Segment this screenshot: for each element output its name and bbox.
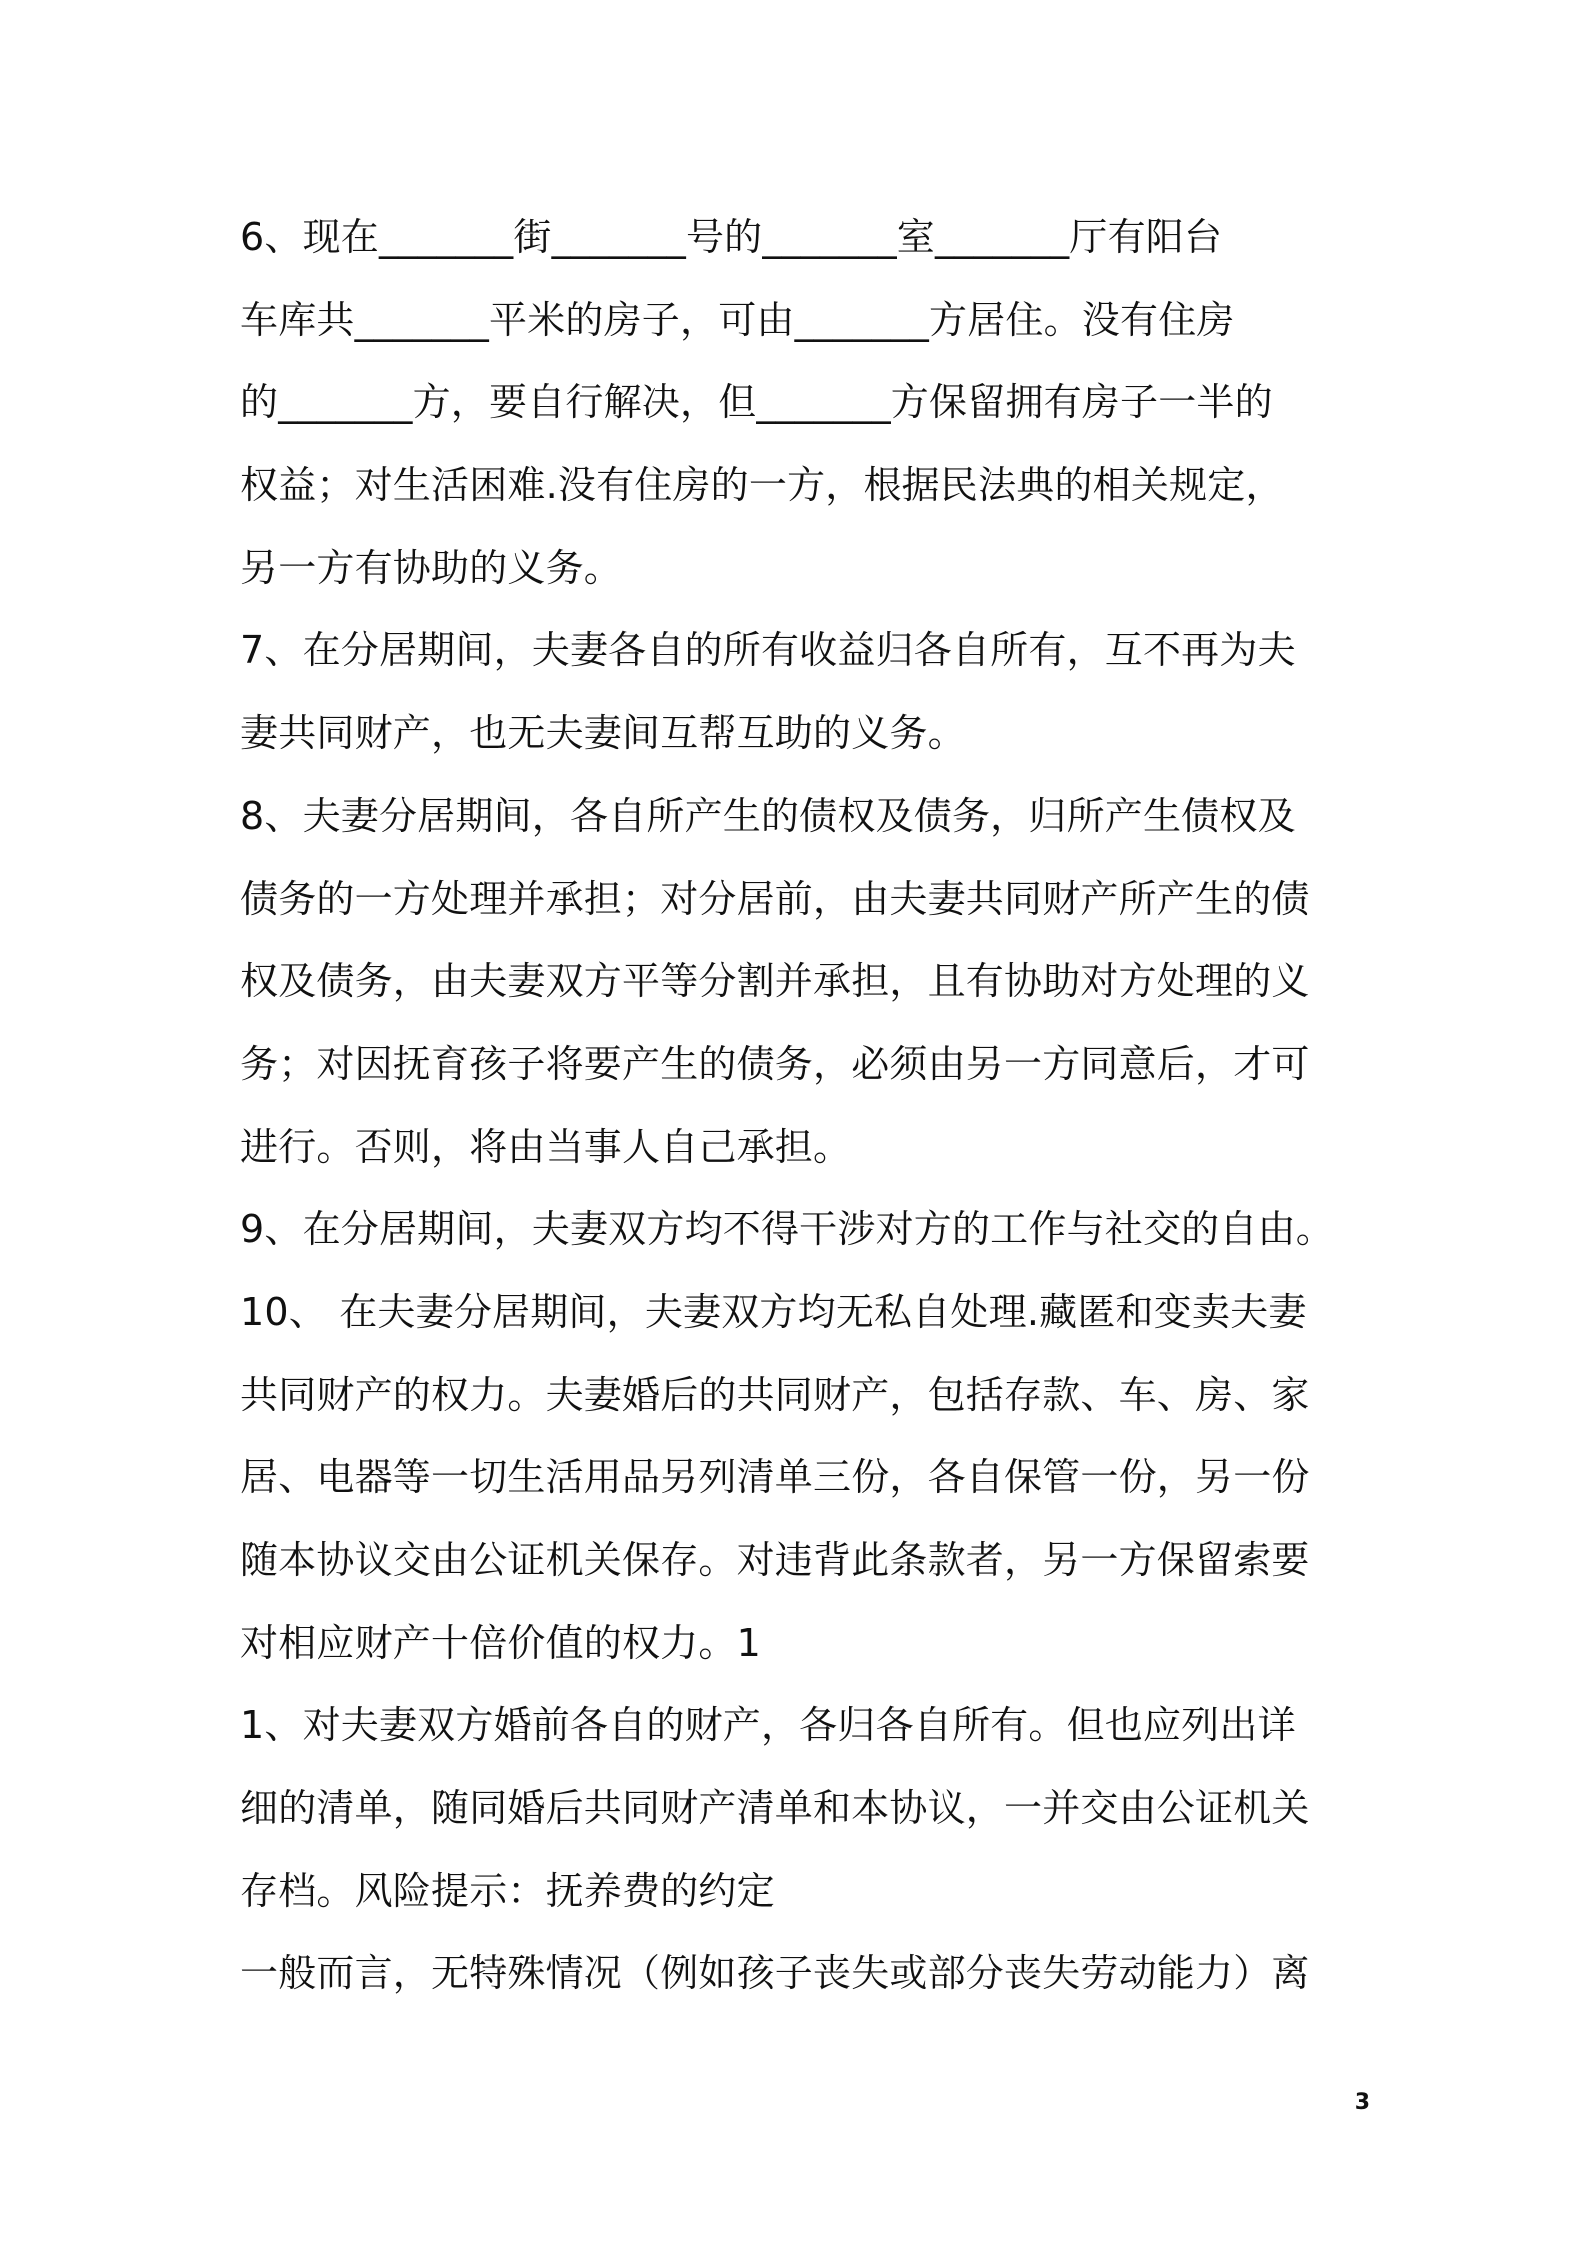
text-line: 对相应财产十倍价值的权力。1 <box>240 1620 761 1665</box>
text-line: 权益；对生活困难.没有住房的一方，根据民法典的相关规定， <box>240 463 1284 508</box>
text-line: 债务的一方处理并承担；对分居前，由夫妻共同财产所产生的债 <box>240 876 1310 921</box>
text-line: 10、 在夫妻分居期间，夫妻双方均无私自处理.藏匿和变卖夫妻 <box>240 1289 1307 1334</box>
text-line: 妻共同财产，也无夫妻间互帮互助的义务。 <box>240 711 966 756</box>
text-line: 车库共_______平米的房子，可由_______方居住。没有住房 <box>240 297 1235 342</box>
text-line: 居、电器等一切生活用品另列清单三份，各自保管一份，另一份 <box>240 1455 1310 1500</box>
text-line: 8、夫妻分居期间，各自所产生的债权及债务，归所产生债权及 <box>240 793 1296 838</box>
text-line: 一般而言，无特殊情况（例如孩子丧失或部分丧失劳动能力）离 <box>240 1951 1310 1996</box>
text-line: 权及债务，由夫妻双方平等分割并承担，且有协助对方处理的义 <box>240 959 1310 1004</box>
text-line: 务；对因抚育孩子将要产生的债务，必须由另一方同意后，才可 <box>240 1041 1310 1086</box>
text-line: 另一方有协助的义务。 <box>240 545 623 590</box>
text-line: 的_______方，要自行解决，但_______方保留拥有房子一半的 <box>240 380 1273 425</box>
text-line: 存档。风险提示：抚养费的约定 <box>240 1868 775 1913</box>
text-line: 7、在分居期间，夫妻各自的所有收益归各自所有，互不再为夫 <box>240 628 1296 673</box>
text-line: 细的清单，随同婚后共同财产清单和本协议，一并交由公证机关 <box>240 1786 1310 1831</box>
text-line: 6、现在_______街_______号的_______室_______厅有阳台 <box>240 215 1223 259</box>
document-body <box>240 196 1360 2015</box>
text-line: 随本协议交由公证机关保存。对违背此条款者，另一方保留索要 <box>240 1538 1310 1582</box>
text-line: 共同财产的权力。夫妻婚后的共同财产，包括存款、车、房、家 <box>240 1372 1310 1417</box>
text-line: 9、在分居期间，夫妻双方均不得干涉对方的工作与社交的自由。 <box>240 1207 1334 1252</box>
text-line: 1、对夫妻双方婚前各自的财产，各归各自所有。但也应列出详 <box>240 1703 1296 1748</box>
text-line: 进行。否则，将由当事人自己承担。 <box>240 1124 852 1169</box>
page-number: 3 <box>1354 2090 1370 2115</box>
